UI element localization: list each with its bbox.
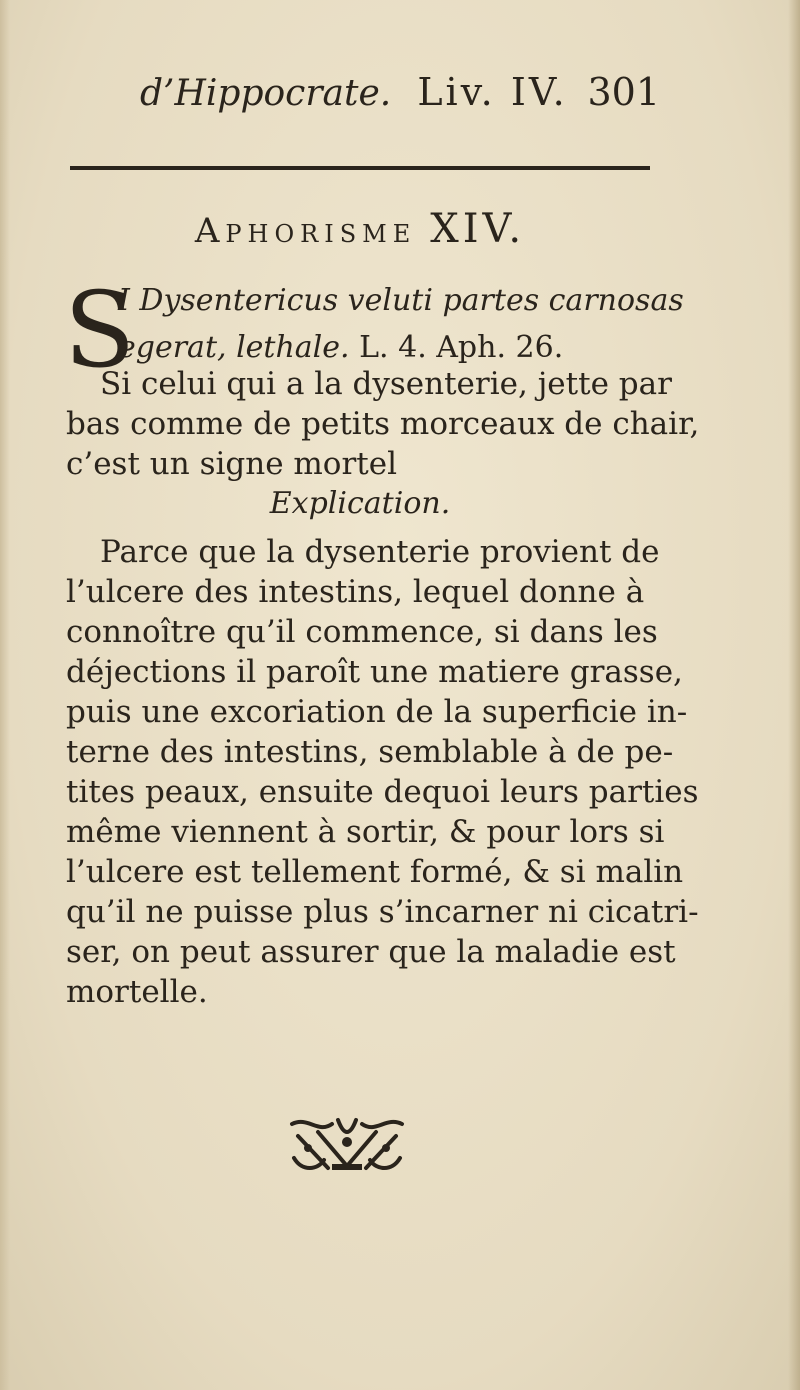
translation-line: bas comme de petits morceaux de chair, <box>66 406 700 442</box>
explication-line: même viennent à sortir, & pour lors si <box>66 814 665 850</box>
aphorism-title <box>0 206 720 252</box>
explication-line: ser, on peut assurer que la maladie est <box>66 934 676 970</box>
explication-line: l’ulcere est tellement formé, & si malin <box>66 854 684 890</box>
explication-line: déjections il paroît une matiere grasse, <box>66 654 683 690</box>
latin-reference: L. 4. Aph. 26. <box>359 330 564 365</box>
page-edge-right <box>788 0 800 1390</box>
explication-line: qu’il ne puisse plus s’incarner ni cicatri- <box>66 894 699 930</box>
latin-line-2 <box>118 330 563 365</box>
explication-heading: Explication. <box>269 486 451 521</box>
explication-line: puis une excoriation de la superficie in- <box>66 694 688 730</box>
explication-line: Parce que la dysenterie provient de <box>100 534 660 570</box>
translation-line: c’est un signe mortel <box>66 446 397 482</box>
page-number: 301 <box>587 70 660 114</box>
printer-fleuron-icon <box>288 1112 406 1174</box>
explication-line: l’ulcere des intestins, lequel donne à <box>66 574 645 610</box>
aphorism-number: XIV. <box>430 206 526 252</box>
explication-line: terne des intestins, semblable à de pe- <box>66 734 674 770</box>
translation-line: Si celui qui a la dysenterie, jette par <box>100 366 672 402</box>
latin-line-2-text: egerat, lethale. <box>118 330 350 365</box>
running-header <box>140 70 660 130</box>
header-book: Liv. IV. <box>417 70 568 114</box>
explication-line: tites peaux, ensuite dequoi leurs parties <box>66 774 699 810</box>
header-work-title: d’Hippocrate. <box>140 73 392 114</box>
explication-line: mortelle. <box>66 974 208 1010</box>
aphorism-label: Aphorisme <box>194 211 417 251</box>
drop-cap: S <box>64 269 136 391</box>
explication-line: connoître qu’il commence, si dans les <box>66 614 658 650</box>
header-rule <box>70 166 650 170</box>
latin-line-1: I Dysentericus veluti partes carnosas <box>118 283 684 318</box>
